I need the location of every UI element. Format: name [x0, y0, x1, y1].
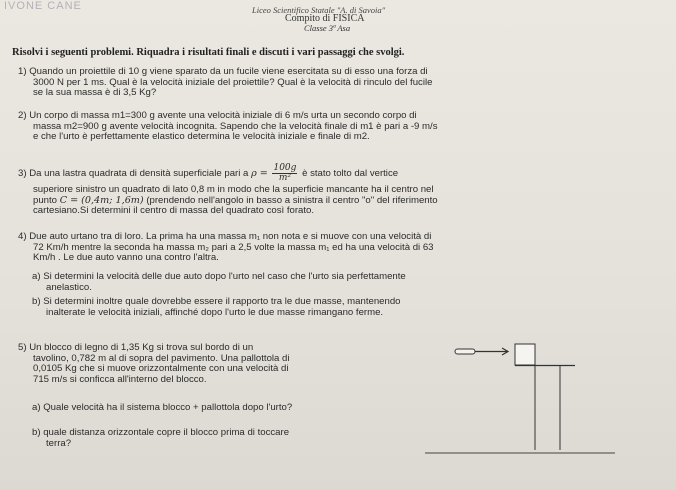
density-fraction	[272, 164, 297, 183]
problem-4a	[32, 272, 406, 293]
problem-5-line: tavolino, 0,782 m al di sopra del pavimento. Una pallottola di	[33, 352, 290, 364]
problem-4-line: 4) Due auto urtano tra di loro. La prima ha una massa m₁ non nota e si muove con una velocità di	[18, 231, 432, 242]
problem-5-line: 0,0105 Kg che si muove orizzontalmente con una velocità di	[33, 363, 289, 375]
class-label: Classe 3ª Asa	[304, 23, 351, 33]
block-bullet-diagram	[425, 338, 665, 468]
problem-3-line	[18, 164, 398, 183]
problem-3-cont	[18, 185, 438, 217]
fraction-denominator: m²	[278, 173, 292, 183]
problem-1	[18, 67, 432, 99]
problem-3-line: superiore sinistro un quadrato di lato 0,8 m in modo che la superficie mancante ha il centro nel	[33, 184, 434, 195]
fraction-numerator: 100g	[273, 163, 297, 173]
school-name: Liceo Scientifico Statale "A. di Savoia"	[252, 5, 386, 15]
problem-4b-line: b) Si determini inoltre quale dovrebbe essere il rapporto tra le due masse, mantenendo	[32, 296, 401, 307]
problem-1-line: 1) Quando un proiettile di 10 g viene sparato da un fucile viene esercitata su di esso una forza di	[18, 66, 428, 77]
problem-2-line: 2) Un corpo di massa m1=300 g avente una velocità iniziale di 6 m/s urta un secondo corpo di	[18, 110, 417, 121]
problem-1-line: se la sua massa è di 3,5 Kg?	[33, 87, 157, 99]
handwritten-name: IVONE CANE	[4, 0, 82, 12]
problem-1-line: 3000 N per 1 ms. Qual è la velocità iniziale del proiettile? Qual è la velocità di rinculo del fucile	[33, 76, 433, 88]
problem-5	[18, 343, 290, 385]
problem-3-text: (prendendo nell'angolo in basso a sinistra il centro "o" del riferimento	[143, 194, 438, 206]
rho-symbol: ρ =	[251, 168, 268, 180]
problem-4-line: 72 Km/h mentre la seconda ha massa m₂ pari a 2,5 volte la massa m₁ ed ha una velocità di 63	[33, 241, 434, 253]
problem-5a	[32, 403, 292, 414]
problem-2-line: e che l'urto è perfettamente elastico determina le velocità iniziale e finale di m2.	[33, 131, 370, 143]
problem-2	[18, 111, 438, 143]
problem-3-text: 3) Da una lastra quadrata di densità superficiale pari a	[18, 168, 252, 180]
problem-4	[18, 232, 434, 264]
problem-3-text: punto	[33, 194, 60, 206]
problem-5b-line: b) quale distanza orizzontale copre il blocco prima di toccare	[32, 427, 290, 438]
bullet-icon	[455, 349, 475, 354]
problem-5-line: 715 m/s si conficca all'interno del blocco.	[33, 373, 207, 385]
point-c: C = (0,4m; 1,6m)	[59, 194, 144, 206]
problem-3-text: è stato tolto dal vertice	[299, 168, 399, 180]
problem-5a-line: a) Quale velocità ha il sistema blocco + pallottola dopo l'urto?	[32, 402, 293, 413]
problem-4a-line: a) Si determini la velocità delle due auto dopo l'urto nel caso che l'urto sia perfettamente	[32, 271, 406, 282]
problem-4-line: Km/h . Le due auto vanno una contro l'altra.	[33, 252, 219, 264]
problem-2-line: massa m2=900 g avente velocità incognita. Sapendo che la velocità finale di m1 è pari a -9 m/s	[33, 120, 438, 132]
problem-3	[18, 164, 398, 183]
bullet-arrow	[475, 348, 508, 355]
problem-4a-line: anelastico.	[46, 281, 92, 293]
problem-3-line: cartesiano.Si determini il centro di massa del quadrato così forato.	[33, 205, 315, 217]
problem-5b	[32, 428, 289, 449]
problem-5b-line: terra?	[46, 437, 72, 449]
problem-4b-line: inalterate le velocità iniziali, affinché dopo l'urto le due masse rimangano ferme.	[46, 306, 384, 318]
problem-4b	[32, 297, 401, 318]
problem-5-line: 5) Un blocco di legno di 1,35 Kg si trova sul bordo di un	[18, 342, 254, 353]
test-subject: Compito di FISICA	[285, 13, 365, 24]
instructions: Risolvi i seguenti problemi. Riquadra i risultati finali e discuti i vari passaggi che svolgi.	[12, 47, 405, 58]
wooden-block	[515, 344, 535, 365]
